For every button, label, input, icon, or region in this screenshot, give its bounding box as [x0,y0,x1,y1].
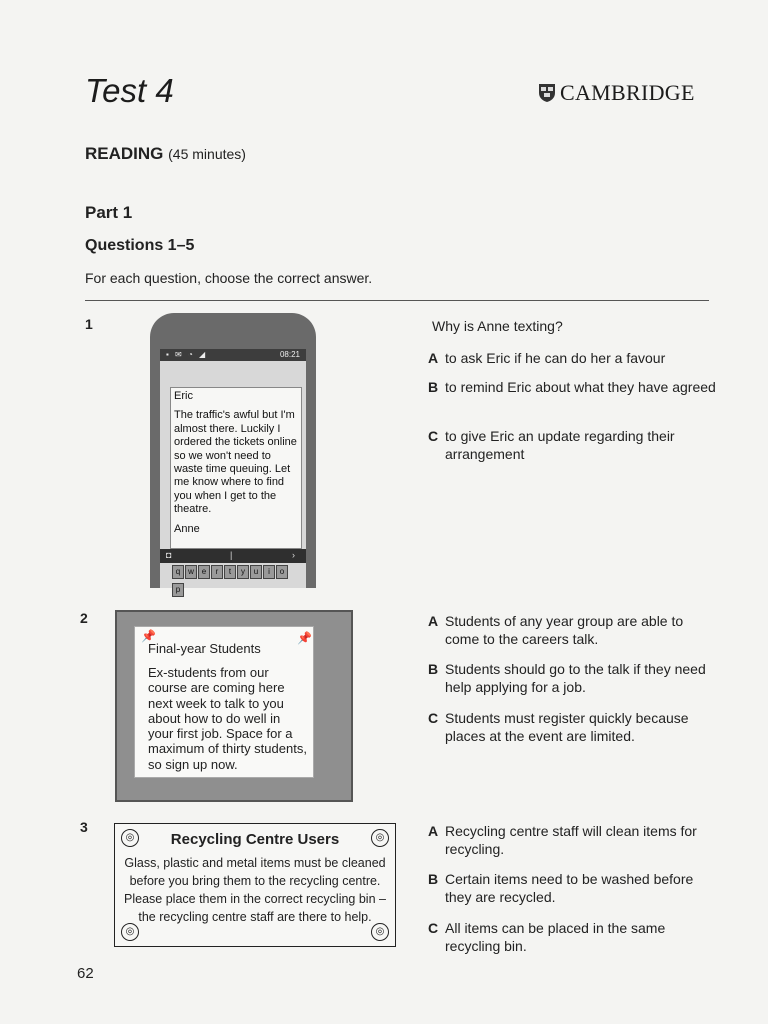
option-text: to give Eric an update regarding their arrangement [445,428,675,462]
question-1-text: Why is Anne texting? [432,318,563,334]
option-text: All items can be placed in the same recycling bin. [445,920,666,954]
question-number-3: 3 [80,819,88,835]
instruction-text: For each question, choose the correct answer. [85,270,373,286]
keyboard-key: i [263,565,275,579]
q2-option-a[interactable] [428,612,708,648]
option-letter: A [428,613,439,629]
part-title: Part 1 [85,203,133,222]
q3-option-c[interactable] [428,919,718,955]
phone-keyboard [172,565,294,594]
cursor-icon: | [230,550,233,560]
question-number-1: 1 [85,316,93,332]
notice-board [115,610,353,802]
option-letter: B [428,379,439,395]
option-text: to ask Eric if he can do her a favour [445,350,666,366]
keyboard-key: p [172,583,184,597]
keyboard-key: y [237,565,249,579]
option-text: Certain items need to be washed before they are recycled. [445,871,694,905]
notice-paper [134,626,314,778]
test-title: Test 4 [85,72,174,109]
option-letter: A [428,823,439,839]
option-text: Students of any year group are able to come to the careers talk. [445,613,684,647]
option-letter: C [428,920,439,936]
keyboard-key: q [172,565,184,579]
option-text: Recycling centre staff will clean items for recycling. [445,823,697,857]
recycling-icon: ◎ [121,829,139,847]
option-text: Students must register quickly because places at the event are limited. [445,710,689,744]
text-message [170,387,302,549]
option-letter: B [428,661,439,677]
status-icons: ▪ ✉ ◔ ◢ [166,350,208,359]
page-number: 62 [77,965,94,982]
q1-option-c[interactable] [428,427,718,463]
phone-status-bar [160,349,306,361]
pin-icon: 📌 [297,631,312,645]
recycling-icon: ◎ [121,923,139,941]
q3-option-b[interactable] [428,870,718,906]
keyboard-key: u [250,565,262,579]
message-sender: Anne [174,522,200,535]
questions-range: Questions 1–5 [85,237,195,254]
option-letter: C [428,710,439,726]
option-text: Students should go to the talk if they need help applying for a job. [445,661,706,695]
phone-nav-bar [160,549,306,563]
recycling-icon: ◎ [371,923,389,941]
q3-option-a[interactable] [428,822,718,858]
phone-time: 08:21 [279,350,300,359]
q1-option-a[interactable] [428,349,718,367]
q2-option-c[interactable] [428,709,708,745]
q2-option-b[interactable] [428,660,708,696]
keyboard-key: r [211,565,223,579]
keyboard-key: t [224,565,236,579]
sign-title: Recycling Centre Users [170,831,340,848]
divider [85,300,709,301]
phone-image [150,313,316,594]
q1-option-b[interactable] [428,378,718,396]
recycling-icon: ◎ [371,829,389,847]
message-body: The traffic's awful but I'm almost there. Luckily I ordered the tickets online so we won't need to waste time queuing. Let me know where to find you when I get to the theatre. [174,409,297,516]
recycling-sign [114,823,396,947]
section-duration: (45 minutes) [168,146,246,162]
notice-title: Final-year Students [148,641,261,656]
pin-icon: 📌 [141,629,156,643]
brand-name: CAMBRIDGE [560,80,695,105]
cambridge-logo [538,80,695,106]
keyboard-key: w [185,565,197,579]
keyboard-key: o [276,565,288,579]
option-letter: A [428,350,439,366]
camera-icon: ◘ [166,550,172,560]
section-title: READING [85,144,164,163]
notice-body: Ex-students from our course are coming here next week to talk to you about how to do well in your first job. Space for a maximum of thirty students, so sign up now. [148,665,307,772]
option-letter: B [428,871,439,887]
question-number-2: 2 [80,610,88,626]
keyboard-key: e [198,565,210,579]
message-recipient: Eric [174,390,193,402]
shield-icon [538,83,556,103]
section-heading [85,144,246,164]
sign-body: Glass, plastic and metal items must be cleaned before you bring them to the recycling centre. Please place them in the correct recycling bin – the recycling centre staff are there to help. [124,856,386,924]
option-text: to remind Eric about what they have agreed [445,379,716,395]
option-letter: C [428,428,439,444]
chevron-right-icon: › [292,550,295,560]
